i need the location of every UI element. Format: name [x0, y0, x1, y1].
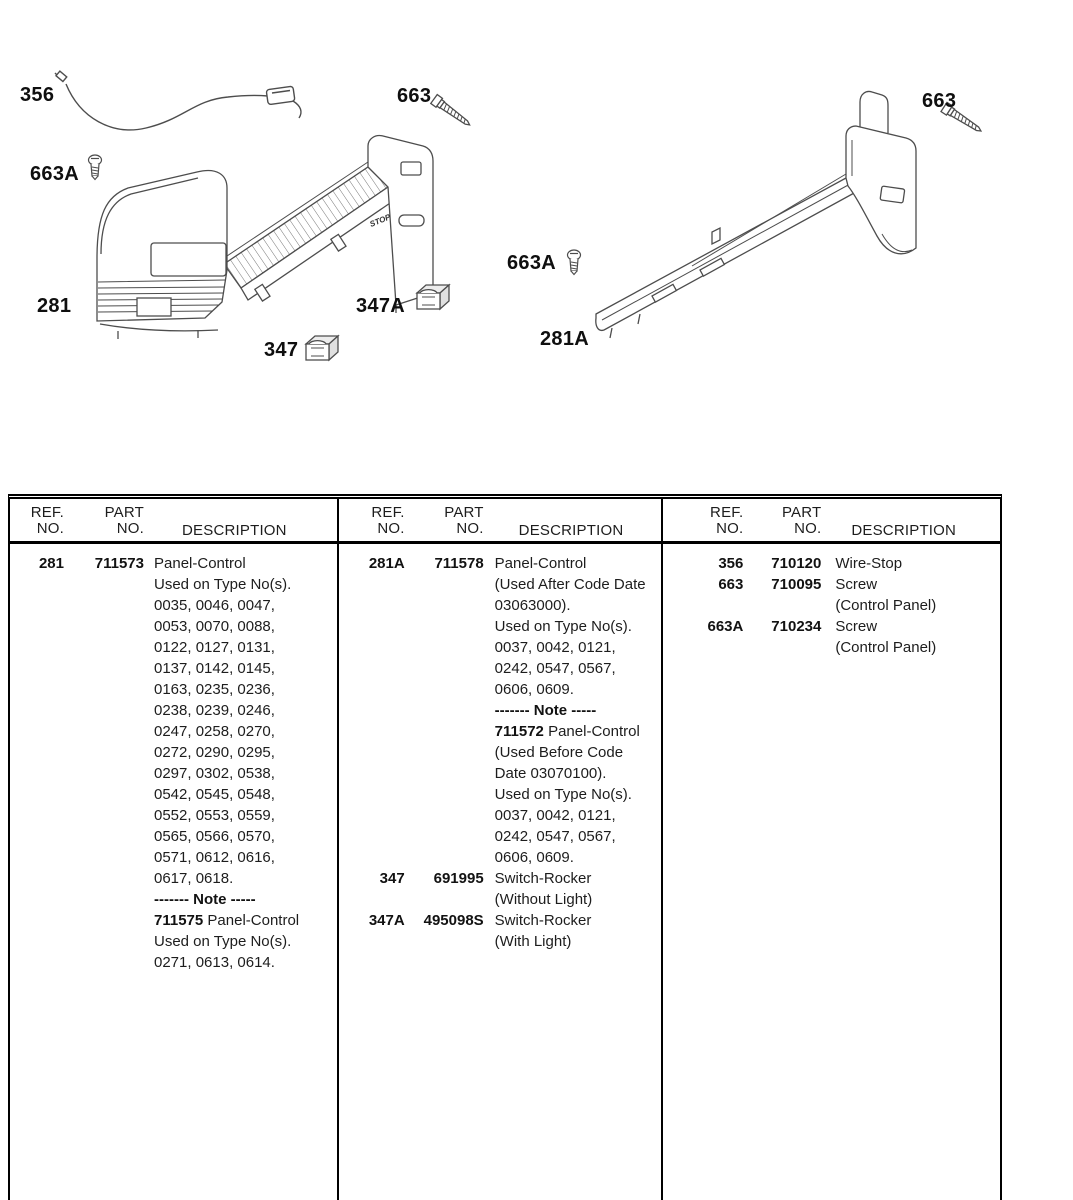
- description-cell: [835, 574, 1000, 616]
- description-line: (Without Light): [494, 891, 593, 908]
- ref-no-cell: 663: [718, 576, 744, 593]
- part-no-cell: 710234: [771, 618, 822, 635]
- description-line: 0037, 0042, 0121,: [494, 639, 616, 656]
- description-cell: [154, 553, 337, 973]
- description-cell: [835, 553, 1000, 574]
- note-heading: ------- Note -----: [154, 891, 256, 908]
- part-no-cell: 711578: [434, 555, 484, 572]
- description-line: 0242, 0547, 0567,: [494, 660, 616, 677]
- parts-table: [8, 494, 1002, 1200]
- description-line: 0571, 0612, 0616,: [154, 849, 275, 866]
- part-no-cell: 495098S: [423, 912, 484, 929]
- description-line: Used on Type No(s).: [154, 933, 292, 950]
- part-entry-347a: [339, 910, 662, 952]
- description-line: (Used Before Code: [494, 744, 624, 761]
- header-description: DESCRIPTION: [851, 522, 957, 539]
- description-line: (Used After Code Date: [494, 576, 646, 593]
- part-entry-281: [10, 553, 337, 973]
- header-ref: REF. NO.: [710, 504, 744, 537]
- description-line: Date 03070100).: [494, 765, 607, 782]
- ref-no-cell: 347: [379, 870, 405, 887]
- part-no-cell: 691995: [433, 870, 484, 887]
- description-line: 0606, 0609.: [494, 849, 574, 866]
- rocker-switch-347a-drawing: [417, 285, 449, 309]
- screw-663-center-drawing: [431, 95, 473, 130]
- part-no-cell: 711573: [94, 555, 144, 572]
- ref-label-663a-center: 663A: [507, 252, 557, 274]
- part-entry-663a: [663, 616, 1000, 658]
- wire-stop-drawing: [55, 71, 301, 130]
- description-line: 03063000).: [494, 597, 571, 614]
- description-line: (With Light): [494, 933, 572, 950]
- description-line: 0297, 0302, 0538,: [154, 765, 275, 782]
- description-line: 0617, 0618.: [154, 870, 234, 887]
- description-line: Panel-Control: [154, 555, 246, 572]
- header-description: DESCRIPTION: [518, 522, 624, 539]
- description-line: Panel-Control: [494, 555, 587, 572]
- description-line: 0271, 0613, 0614.: [154, 954, 275, 971]
- description-cell: [835, 616, 1000, 658]
- column-2-body: [339, 544, 662, 952]
- note-heading: ------- Note -----: [494, 702, 597, 719]
- parts-table-column-2: [339, 499, 664, 1200]
- header-description: DESCRIPTION: [182, 522, 287, 539]
- description-line: 0053, 0070, 0088,: [154, 618, 275, 635]
- header-ref: REF. NO.: [371, 504, 405, 537]
- part-entry-356: [663, 553, 1000, 574]
- table-header: [663, 499, 1000, 544]
- parts-table-column-1: [10, 499, 339, 1200]
- description-cell: [495, 868, 662, 910]
- description-line: Screw: [835, 618, 878, 635]
- parts-diagram: [0, 0, 1073, 494]
- note-part-line: 711575 Panel-Control: [154, 912, 300, 929]
- stop-molded-text: STOP: [368, 212, 392, 229]
- ref-no-cell: 356: [718, 555, 744, 572]
- ref-label-663-center: 663: [397, 85, 432, 107]
- description-lines: [495, 931, 662, 952]
- description-line: 0035, 0046, 0047,: [154, 597, 275, 614]
- ref-no-cell: 281A: [368, 555, 405, 572]
- part-entry-281a: [339, 553, 662, 868]
- description-line: 0565, 0566, 0570,: [154, 828, 275, 845]
- part-entry-347: [339, 868, 662, 910]
- description-line: 0242, 0547, 0567,: [494, 828, 616, 845]
- description-line: (Control Panel): [835, 597, 937, 614]
- description-line: 0163, 0235, 0236,: [154, 681, 275, 698]
- description-line: 0542, 0545, 0548,: [154, 786, 275, 803]
- description-line: Switch-Rocker: [494, 870, 592, 887]
- description-line: 0272, 0290, 0295,: [154, 744, 275, 761]
- description-line: 0606, 0609.: [494, 681, 574, 698]
- ref-no-cell: 281: [38, 555, 64, 572]
- description-line: Wire-Stop: [835, 555, 903, 572]
- header-ref: REF. NO.: [30, 504, 64, 537]
- description-cell: [495, 553, 662, 868]
- description-line: 0247, 0258, 0270,: [154, 723, 275, 740]
- ref-label-347: 347: [264, 339, 299, 361]
- part-entry-663: [663, 574, 1000, 616]
- header-part: PART NO.: [104, 504, 144, 537]
- ref-no-cell: 347A: [368, 912, 405, 929]
- parts-table-column-3: [663, 499, 1000, 1200]
- table-header: [10, 499, 337, 544]
- ref-label-356: 356: [20, 84, 55, 106]
- ref-no-cell: 663A: [707, 618, 744, 635]
- column-3-body: [663, 544, 1000, 658]
- description-lines: [835, 595, 1000, 616]
- description-line: Used on Type No(s).: [494, 786, 632, 803]
- note-lines: [495, 742, 662, 868]
- table-header: [339, 499, 662, 544]
- description-line: Switch-Rocker: [494, 912, 592, 929]
- part-no-cell: 710095: [771, 576, 822, 593]
- description-lines: [154, 574, 337, 889]
- description-line: 0137, 0142, 0145,: [154, 660, 275, 677]
- ref-label-281a: 281A: [540, 328, 590, 350]
- screw-663a-center-drawing: [568, 250, 581, 275]
- column-1-body: [10, 544, 337, 973]
- header-part: PART NO.: [781, 504, 822, 537]
- screw-663a-left-drawing: [89, 155, 102, 180]
- rocker-switch-347-drawing: [306, 336, 338, 360]
- ref-label-281: 281: [37, 295, 72, 317]
- ref-label-663a-left: 663A: [30, 163, 80, 185]
- control-panel-281a-drawing: [596, 91, 916, 338]
- ref-label-347a: 347A: [356, 295, 406, 317]
- header-part: PART NO.: [444, 504, 484, 537]
- note-part-line: 711572 Panel-Control: [494, 723, 640, 740]
- description-lines: [495, 889, 662, 910]
- parts-diagram-svg: [0, 0, 1073, 494]
- description-cell: [495, 910, 662, 952]
- ref-label-663-right: 663: [922, 90, 957, 112]
- note-lines: [154, 931, 337, 973]
- description-line: 0552, 0553, 0559,: [154, 807, 275, 824]
- description-line: Used on Type No(s).: [154, 576, 292, 593]
- description-line: 0122, 0127, 0131,: [154, 639, 275, 656]
- description-lines: [835, 637, 1000, 658]
- part-no-cell: 710120: [771, 555, 822, 572]
- description-line: 0037, 0042, 0121,: [494, 807, 616, 824]
- description-lines: [495, 574, 662, 700]
- description-line: 0238, 0239, 0246,: [154, 702, 275, 719]
- description-line: (Control Panel): [835, 639, 937, 656]
- description-line: Used on Type No(s).: [494, 618, 632, 635]
- description-line: Screw: [835, 576, 878, 593]
